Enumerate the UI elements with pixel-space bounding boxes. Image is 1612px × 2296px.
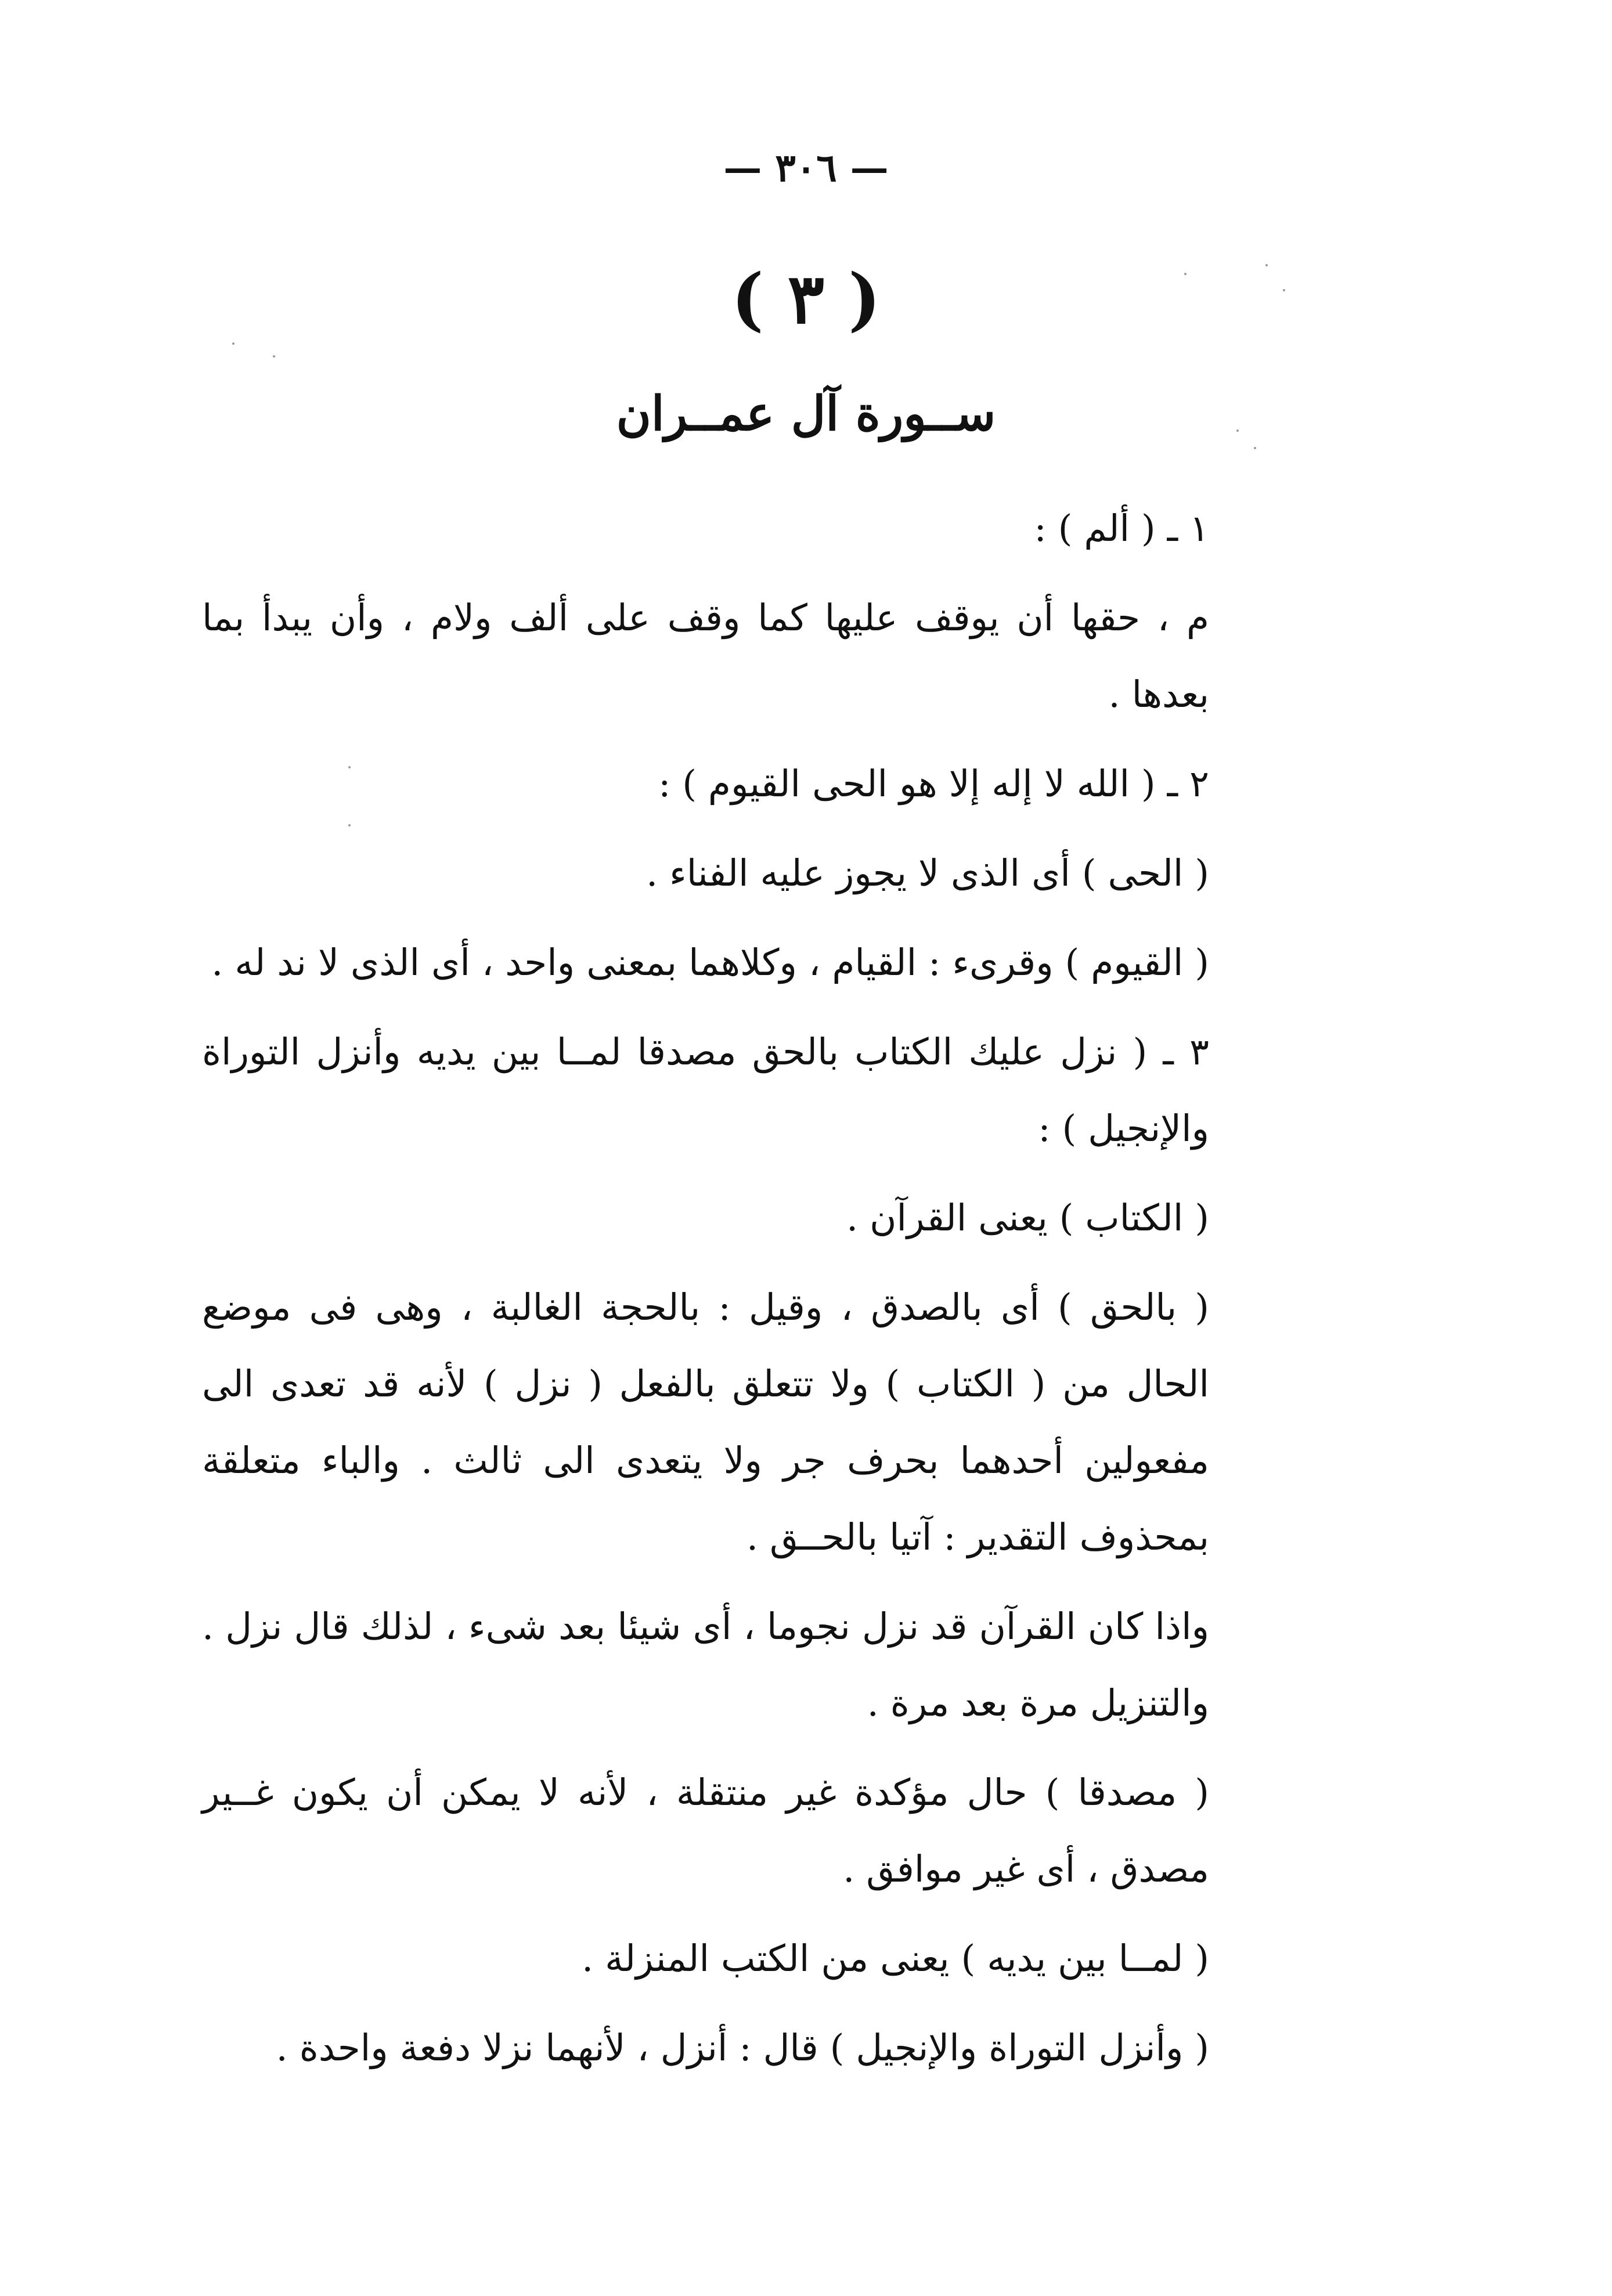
paragraph: ( وأنزل التوراة والإنجيل ) قال : أنزل ، لأنهما نزلا دفعة واحدة . <box>276 2027 1209 2069</box>
paragraph: ( لمــا بين يديه ) يعنى من الكتب المنزلة . <box>582 1937 1209 1980</box>
paragraph: ( بالحق ) أى بالصدق ، وقيل : بالحجة الغالبة ، وهى فى موضع الحال من ( الكتاب ) ولا تتعلق بالفعل ( نزل ) لأنه قد تعدى الى مفعولين أحدهما بحرف جر ولا يتعدى الى ثالث . والباء متعلقة بمحذوف التقدير : آتيا بالحــق . <box>202 1286 1209 1558</box>
scan-speck <box>273 355 275 358</box>
surah-title: ســورة آل عمــران <box>616 386 996 442</box>
paragraph: ٢ ـ ( الله لا إله إلا هو الحى القيوم ) : <box>658 763 1209 805</box>
scan-speck <box>232 342 235 345</box>
paragraph: ١ ـ ( ألم ) : <box>1034 507 1209 550</box>
paragraph: ( الحى ) أى الذى لا يجوز عليه الفناء . <box>646 852 1209 894</box>
paragraph: واذا كان القرآن قد نزل نجوما ، أى شيئا بعد شىء ، لذلك قال نزل . والتنزيل مرة بعد مرة . <box>202 1605 1209 1724</box>
paragraph: ٣ ـ ( نزل عليك الكتاب بالحق مصدقا لمــا بين يديه وأنزل التوراة والإنجيل ) : <box>202 1031 1209 1150</box>
scan-speck <box>348 766 351 768</box>
scan-speck <box>348 824 351 826</box>
paragraph: ( الكتاب ) يعنى القرآن . <box>846 1197 1209 1239</box>
scan-speck <box>1265 264 1268 266</box>
scan-speck <box>1283 289 1285 291</box>
paragraph: م ، حقها أن يوقف عليها كما وقف على ألف ولام ، وأن يبدأ بما بعدها . <box>202 597 1209 716</box>
chapter-number: ( ٣ ) <box>731 258 881 339</box>
scan-speck <box>1254 447 1256 449</box>
paragraph: ( القيوم ) وقرىء : القيام ، وكلاهما بمعنى واحد ، أى الذى لا ند له . <box>211 941 1209 984</box>
page-number: — ٣٠٦ — <box>723 145 889 190</box>
paragraph: ( مصدقا ) حال مؤكدة غير منتقلة ، لأنه لا يمكن أن يكون غــير مصدق ، أى غير موافق . <box>202 1771 1209 1890</box>
commentary-body <box>202 490 1308 2099</box>
scan-speck <box>1236 429 1239 432</box>
scan-speck <box>1184 273 1187 275</box>
